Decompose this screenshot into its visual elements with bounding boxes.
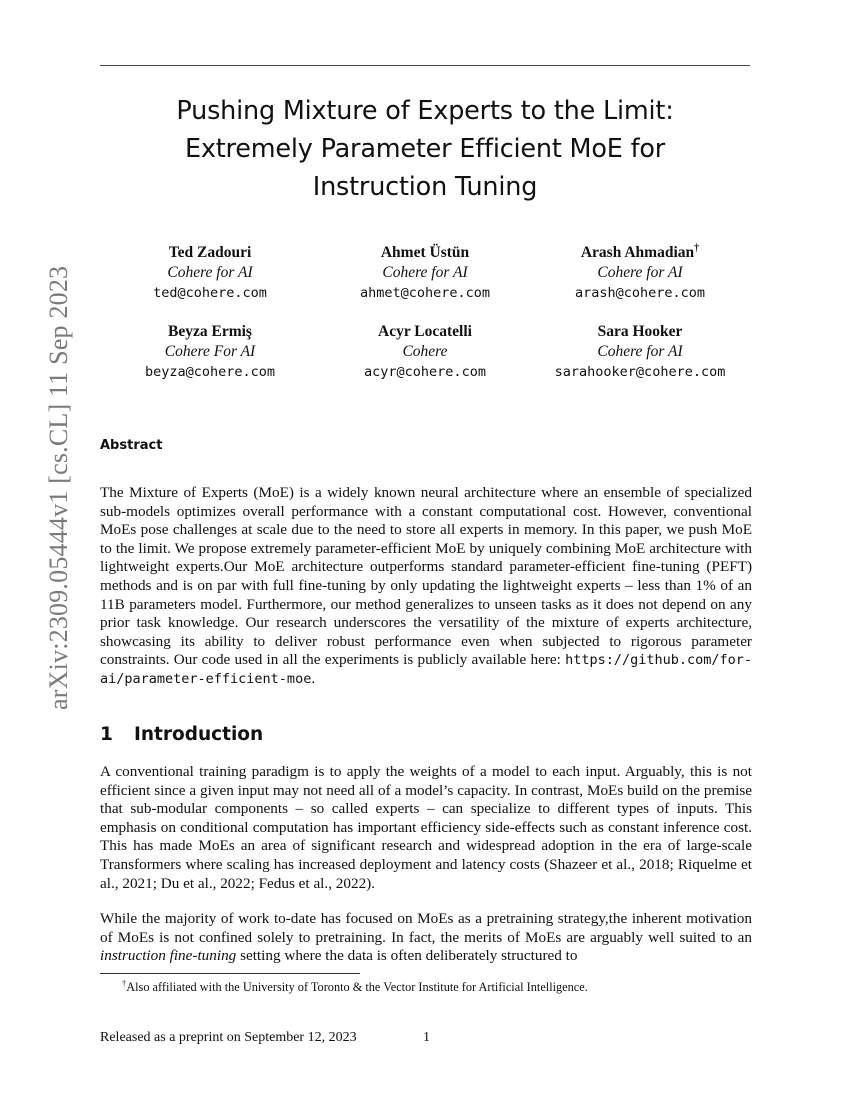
author-name: Sara Hooker — [597, 323, 683, 340]
title-line: Pushing Mixture of Experts to the Limit: — [176, 96, 674, 126]
intro-paragraph-1: A conventional training paradigm is to apply the weights of a model to each input. Arguably, this is not efficient since a given input may not need all of a model’s capacity. In contrast, MoEs build on the premise that sub-modular components – so called experts – can specialize to different types of inputs. This emphasis on conditional computation has important efficiency side-effects such as constant inference cost. This has made MoEs an area of significant research and widespread adoption in the era of large-scale Transformers where scaling has increased deployment and latency costs (Shazeer et al., 2018; Riquelme et al., 2021; Du et al., 2022; Fedus et al., 2022). — [100, 763, 752, 892]
author-affiliation: Cohere for AI — [597, 343, 683, 360]
author-name: Beyza Ermiş — [168, 323, 252, 340]
title-line: Extremely Parameter Efficient MoE for — [184, 134, 666, 164]
title-line: Instruction Tuning — [312, 172, 538, 202]
abstract-body: The Mixture of Experts (MoE) is a widely known neural architecture where an ensemble of specialized sub-models optimizes overall performance with a constant computational cost. However, conventional MoEs pose challenges at scale due to the need to store all experts in memory. In this paper, we push MoE to the limit. We propose extremely parameter-efficient MoE by uniquely combining MoE architecture with lightweight experts.Our MoE architecture outperforms standard parameter-efficient fine-tuning (PEFT) methods and is on par with full fine-tuning by only updating the lightweight experts – less than 1% of an 11B parameters model. Furthermore, our method generalizes to unseen tasks as it does not depend on any prior task knowledge. Our research underscores the versatility of the mixture of experts architecture, showcasing its ability to deliver robust performance even when subjected to rigorous parameter constraints. Our code used in all the experiments is publicly available here: — [100, 484, 752, 669]
intro-p2-emphasis: instruction fine-tuning — [100, 947, 237, 965]
footnote-mark: † — [122, 978, 127, 988]
arxiv-identifier: arXiv:2309.05444v1 [cs.CL] 11 Sep 2023 — [44, 265, 73, 710]
author-email[interactable]: ahmet@cohere.com — [359, 285, 491, 301]
author-name: Arash Ahmadian — [580, 244, 695, 261]
author-affiliation: Cohere for AI — [382, 264, 468, 281]
author-affiliation: Cohere for AI — [167, 264, 253, 281]
author-affiliation: Cohere For AI — [164, 343, 256, 360]
paper-title — [100, 92, 750, 206]
author-name: Ahmet Üstün — [380, 244, 470, 261]
author-name: Ted Zadouri — [168, 244, 252, 261]
affiliation-mark: † — [694, 242, 700, 254]
intro-p2-text-end: setting where the data is often deliberately structured to — [236, 947, 578, 965]
abstract-text — [100, 484, 752, 689]
author-email[interactable]: ted@cohere.com — [153, 285, 267, 301]
author-email[interactable]: beyza@cohere.com — [144, 364, 276, 380]
code-link[interactable]: https://github.com/for-ai/parameter-efficient-moe — [100, 652, 752, 687]
author-email[interactable]: sarahooker@cohere.com — [554, 364, 726, 380]
author-name: Acyr Locatelli — [378, 323, 472, 340]
author-affiliation: Cohere for AI — [597, 264, 683, 281]
intro-p2-text: While the majority of work to-date has focused on MoEs as a pretraining strategy,the inherent motivation of MoEs is not confined solely to pretraining. In fact, the merits of MoEs are arguably well suited to an — [100, 910, 752, 946]
section-number: 1 — [100, 724, 113, 745]
footnote-text: Also affiliated with the University of Toronto & the Vector Institute for Artificial Intelligence. — [126, 980, 588, 995]
release-note: Released as a preprint on September 12, 2023 — [100, 1030, 357, 1045]
abstract-heading: Abstract — [100, 438, 163, 453]
author-email[interactable]: arash@cohere.com — [574, 285, 706, 301]
author-ted-zadouri — [100, 243, 320, 303]
author-sara-hooker — [530, 322, 750, 382]
page-number: 1 — [423, 1030, 430, 1045]
footnote-rule — [100, 973, 360, 974]
author-affiliation: Cohere — [402, 343, 448, 360]
author-email[interactable]: acyr@cohere.com — [364, 364, 486, 380]
section-title: Introduction — [134, 724, 264, 745]
footnote — [122, 978, 588, 995]
author-acyr-locatelli — [315, 322, 535, 382]
author-beyza-ermis — [100, 322, 320, 382]
section-heading-introduction — [100, 724, 263, 745]
author-ahmet-ustun — [315, 243, 535, 303]
abstract-end: . — [311, 669, 316, 687]
intro-paragraph-2 — [100, 910, 752, 966]
top-rule — [100, 65, 750, 66]
author-arash-ahmadian — [530, 243, 750, 303]
